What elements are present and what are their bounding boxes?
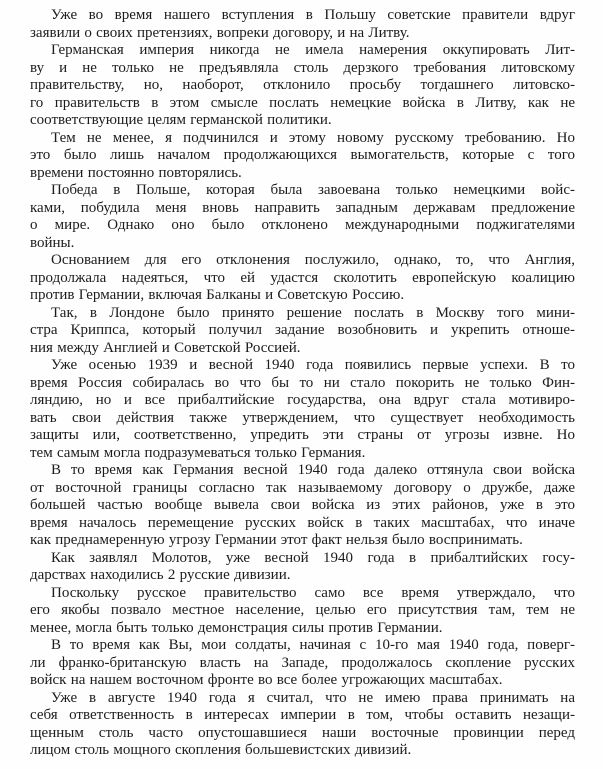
paragraph: [30, 357, 575, 462]
text-line: защиты или, соответственно, упредить эти страны от угрозы извне. Но: [30, 427, 575, 443]
text-line: В то время как Германия весной 1940 года далеко оттянула свои войска: [51, 462, 575, 478]
text-line: стра Криппса, который получил задание возобновить и укрепить отноше-: [30, 322, 575, 338]
text-line: Победа в Польше, которая была завоевана только немецкими войс-: [51, 182, 575, 198]
text-line: себя ответственность в интересах империи в том, чтобы оставить незащи-: [30, 707, 575, 723]
text-line: времени постоянно повторялись.: [30, 164, 242, 181]
text-line: Уже во время нашего вступления в Польшу советские правители вдруг: [51, 7, 575, 23]
paragraph: [30, 182, 575, 252]
text-line: Уже осенью 1939 и весной 1940 года появились первые успехи. В то: [51, 357, 575, 373]
text-line: Так, в Лондоне было принято решение послать в Москву того мини-: [51, 304, 575, 321]
paragraph: [30, 462, 575, 550]
paragraph: [30, 130, 575, 183]
text-line: заявили о своих претензиях, вопреки договору, и на Литву.: [30, 24, 410, 41]
text-line: время началось перемещение русских войск в таких масштабах, что иначе: [30, 514, 575, 531]
text-line: дарствах находились 2 русские дивизии.: [30, 567, 291, 583]
text-line: лицом столь мощного скопления большевистских дивизий.: [30, 742, 412, 758]
text-line: войск на нашем восточном фронте во все более угрожающих масштабах.: [30, 672, 503, 688]
text-line: ния между Англией и Советской Россией.: [30, 339, 301, 356]
text-line: о мире. Однако оно было отклонено международными поджигателями: [30, 217, 575, 233]
paragraph: [30, 637, 575, 690]
text-line: войны.: [30, 234, 75, 251]
text-line: большей частью вообще вывела свои войска из этих районов, уже в это: [30, 497, 575, 513]
text-line: В то время как Вы, мои солдаты, начиная с 10-го мая 1940 года, поверг-: [51, 637, 575, 653]
text-line: щенным столь часто опустошавшиеся наши восточные провинции перед: [30, 724, 575, 741]
text-line: против Германии, включая Балканы и Советскую Россию.: [30, 287, 405, 303]
text-line: ву и не только не предъявляла столь дерзкого требования литовскому: [30, 59, 575, 76]
text-line: от восточной границы согласно так называемому договору о дружбе, даже: [30, 479, 575, 496]
text-line: его якобы позвало местное население, целью его присутствия там, тем не: [30, 602, 575, 618]
paragraph: [30, 585, 575, 638]
text-line: ками, побудила меня вновь направить западным державам предложение: [30, 199, 575, 216]
text-line: ли франко-британскую власть на Западе, продолжалось скопление русских: [30, 654, 575, 671]
paragraph: [30, 7, 575, 42]
text-line: Поскольку русское правительство само все время утверждало, что: [51, 584, 575, 601]
paragraph: [30, 252, 575, 305]
paragraph: [30, 305, 575, 358]
text-line: ляндию, но и все прибалтийские государства, она вдруг стала мотивиро-: [30, 392, 575, 408]
text-line: соответствующие целям германской политики.: [30, 112, 332, 128]
text-line: правительству, но, наоборот, отклонило просьбу тогдашнего литовско-: [30, 77, 575, 93]
paragraph: [30, 550, 575, 585]
text-line: Как заявлял Молотов, уже весной 1940 года в прибалтийских госу-: [51, 549, 575, 566]
text-line: время Россия собиралась во что бы то ни стало покорить не только Фин-: [30, 374, 575, 391]
text-line: Уже в августе 1940 года я считал, что не имею права принимать на: [51, 689, 575, 706]
paragraph: [30, 42, 575, 130]
text-line: это было лишь началом продолжающихся вымогательств, которые с того: [30, 147, 575, 163]
text-line: Тем не менее, я подчинился и этому новому русскому требованию. Но: [51, 129, 575, 146]
text-line: тем самым могла подразумеваться только Германия.: [30, 444, 366, 461]
text-line: менее, могла быть только демонстрация силы против Германии.: [30, 619, 443, 636]
text-line: продолжала надеяться, что ей удастся сколотить европейскую коалицию: [30, 269, 575, 286]
body-text: [30, 7, 575, 760]
text-line: Германская империя никогда не имела намерения оккупировать Лит-: [51, 42, 575, 58]
text-line: Основанием для его отклонения послужило, однако, то, что Англия,: [51, 252, 575, 268]
text-line: вать свои действия также утверждением, что существует необходимость: [30, 409, 575, 426]
paragraph: [30, 690, 575, 760]
text-line: как преднамеренную угрозу Германии этот факт нельзя было воспринимать.: [30, 532, 523, 548]
text-line: го правительств в этом смысле послать немецкие войска в Литву, как не: [30, 94, 575, 111]
